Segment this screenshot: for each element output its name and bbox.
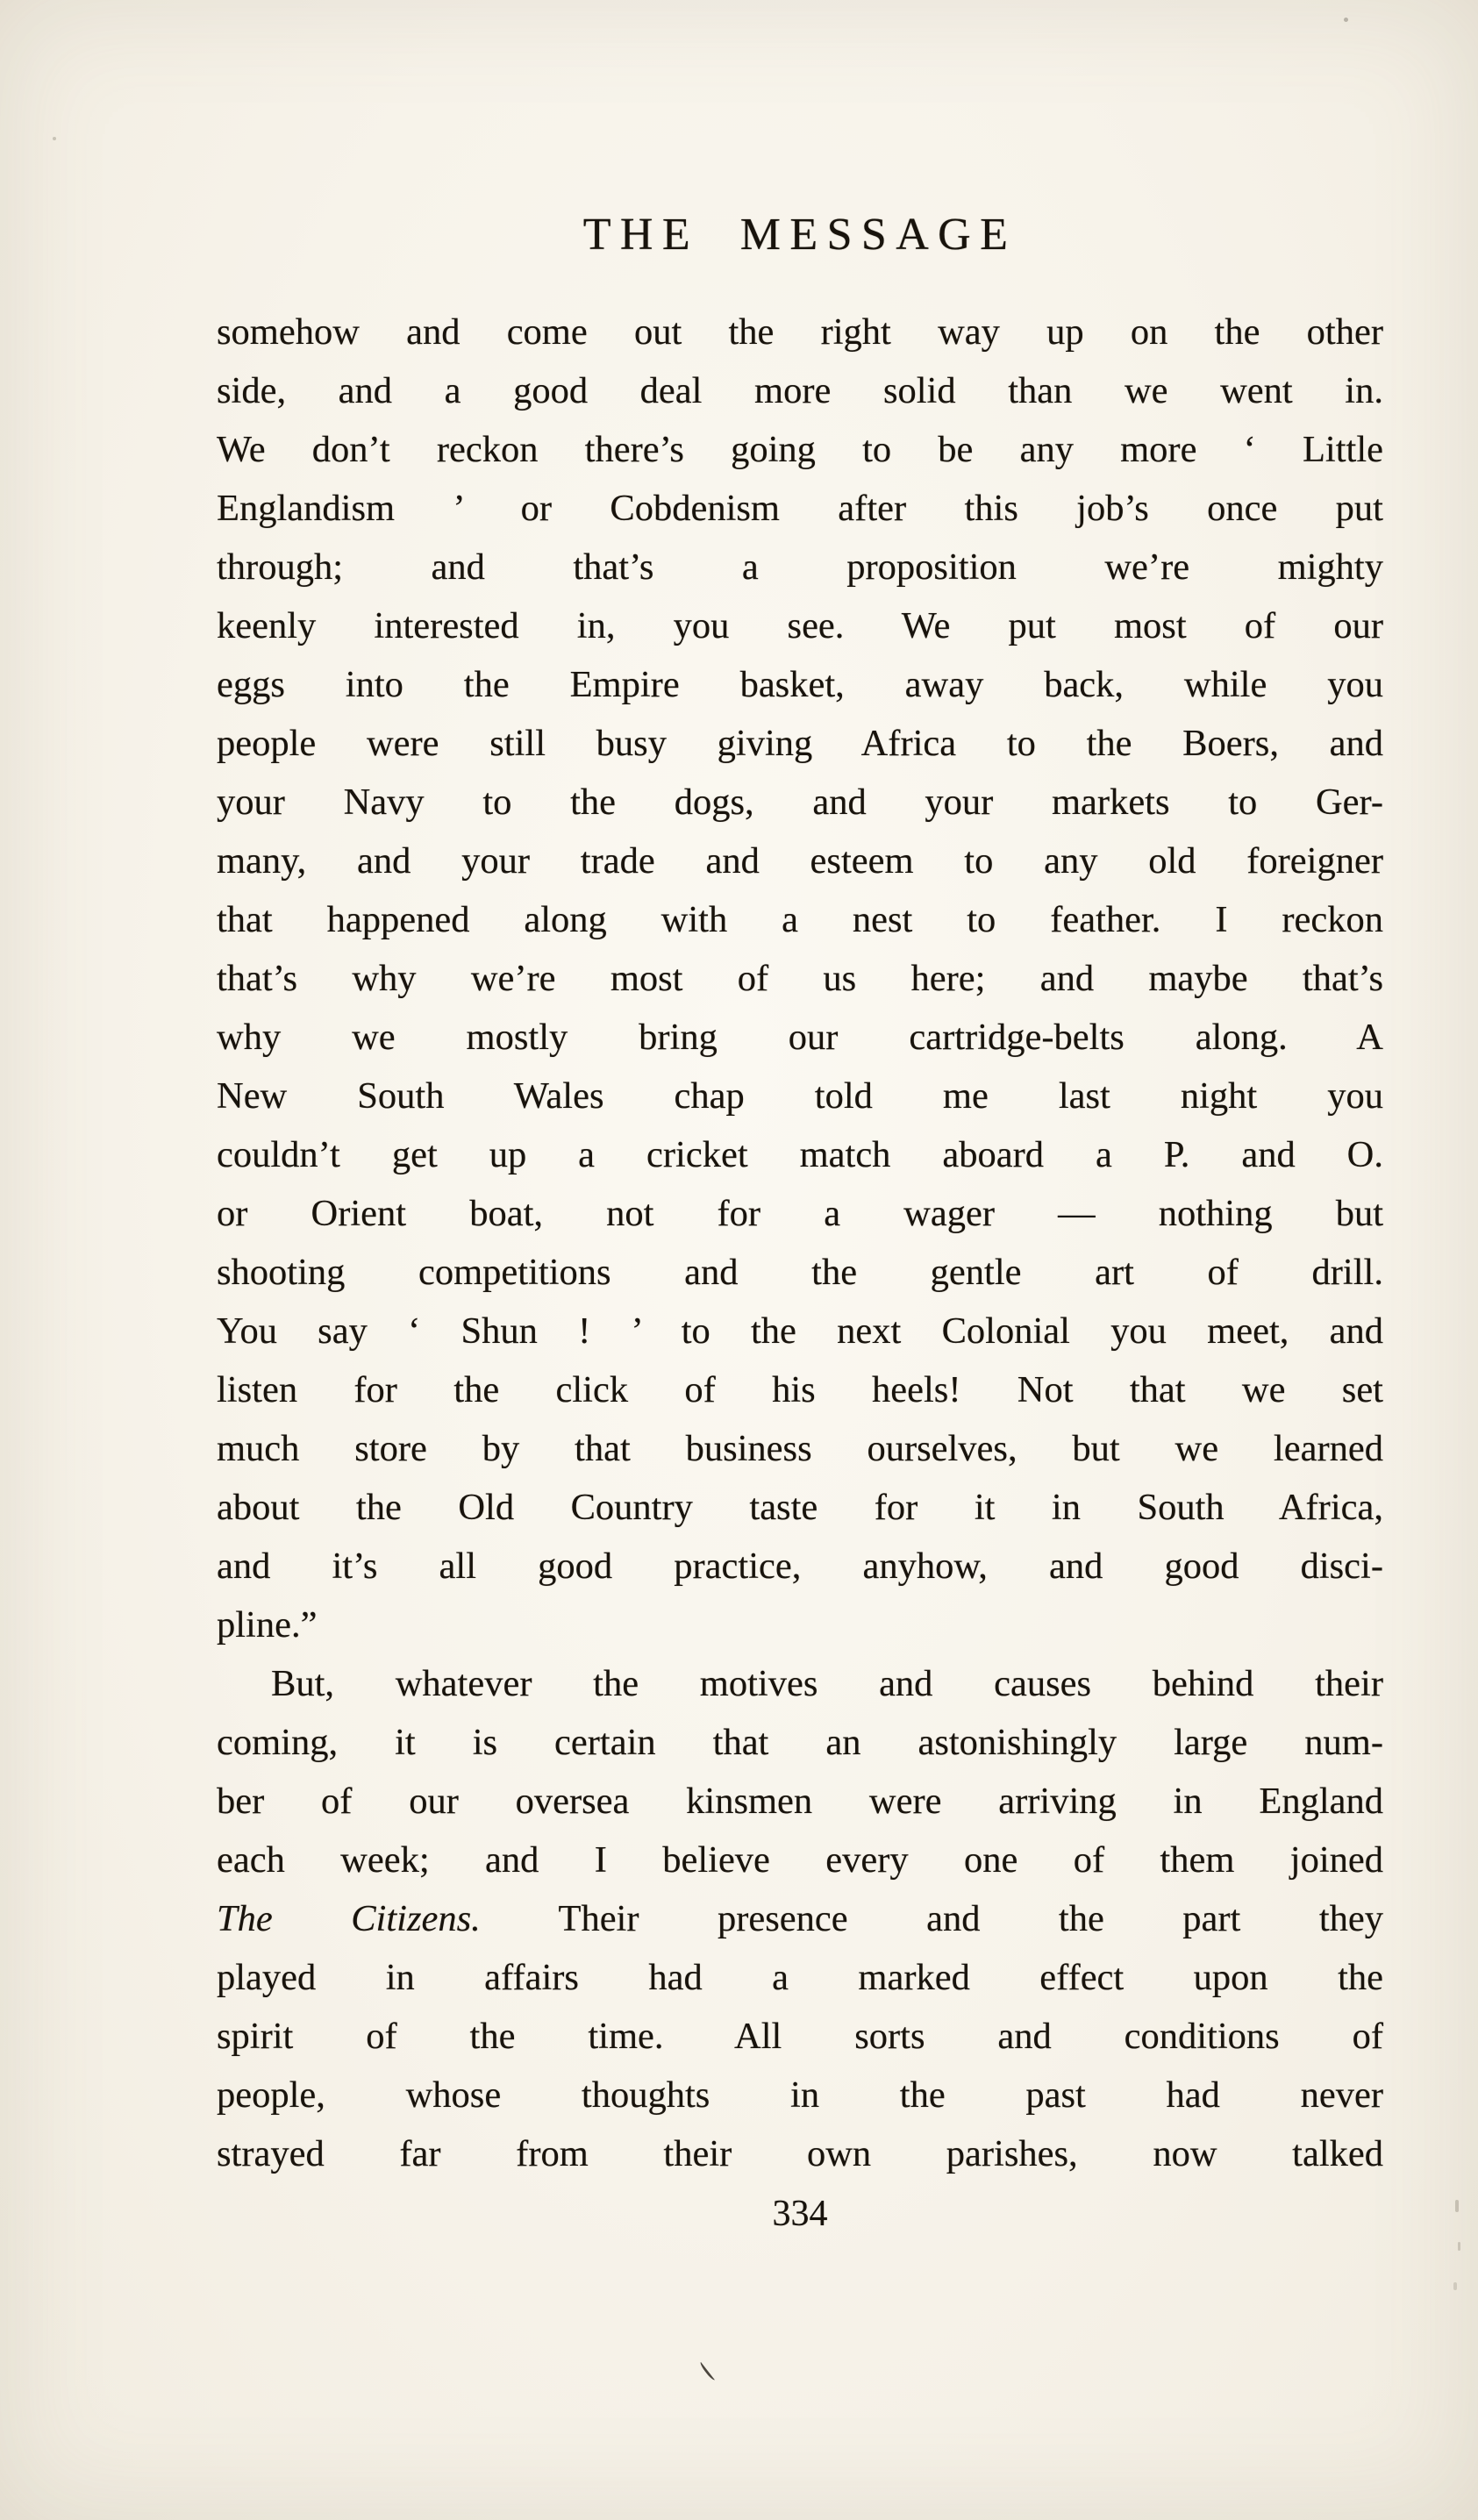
text-line: through; and that’s a proposition we’re mighty xyxy=(217,546,1383,588)
paragraph xyxy=(217,1654,1383,2183)
text-line xyxy=(217,1889,1383,1948)
text-line: But, whatever the motives and causes behind their xyxy=(271,1663,1383,1704)
scan-artifact-speck xyxy=(1458,2242,1460,2251)
italic-text-segment: The Citizens. xyxy=(217,1898,481,1939)
text-line: shooting competitions and the gentle art of drill. xyxy=(217,1252,1383,1293)
text-line: why we mostly bring our cartridge-belts along. A xyxy=(217,1017,1383,1058)
text-line: listen for the click of his heels! Not that we set xyxy=(217,1369,1383,1410)
text-line: spirit of the time. All sorts and conditions of xyxy=(217,2016,1383,2057)
text-line: much store by that business ourselves, but we learned xyxy=(217,1428,1383,1469)
text-line: eggs into the Empire basket, away back, while you xyxy=(217,664,1383,705)
text-line: couldn’t get up a cricket match aboard a P. and O. xyxy=(217,1134,1383,1175)
scan-artifact-stroke xyxy=(699,2360,718,2381)
text-line: side, and a good deal more solid than we went in. xyxy=(217,370,1383,411)
scan-artifact-speck xyxy=(53,137,56,140)
text-line: that’s why we’re most of us here; and maybe that’s xyxy=(217,958,1383,999)
text-line: many, and your trade and esteem to any old foreigner xyxy=(217,840,1383,882)
text-line: and it’s all good practice, anyhow, and good disci- xyxy=(217,1546,1383,1587)
page-number: 334 xyxy=(772,2194,828,2234)
text-block xyxy=(217,209,1383,2244)
text-line: coming, it is certain that an astonishingly large num- xyxy=(217,1722,1383,1763)
text-line: about the Old Country taste for it in South Africa, xyxy=(217,1487,1383,1528)
text-line: pline.” xyxy=(217,1604,318,1645)
text-line: people, whose thoughts in the past had never xyxy=(217,2074,1383,2116)
text-line: You say ‘ Shun ! ’ to the next Colonial you meet, and xyxy=(217,1310,1383,1352)
scan-artifact-speck xyxy=(1455,2200,1459,2212)
text-line: each week; and I believe every one of them joined xyxy=(217,1839,1383,1881)
text-line: ber of our oversea kinsmen were arriving in England xyxy=(217,1781,1383,1822)
text-line: We don’t reckon there’s going to be any more ‘ Little xyxy=(217,429,1383,470)
text-line: Englandism ’ or Cobdenism after this job’s once put xyxy=(217,488,1383,529)
paragraph xyxy=(217,303,1383,1654)
text-line: strayed far from their own parishes, now talked xyxy=(217,2133,1383,2174)
text-line: New South Wales chap told me last night you xyxy=(217,1075,1383,1117)
text-body xyxy=(217,303,1383,2183)
text-line: people were still busy giving Africa to the Boers, and xyxy=(217,723,1383,764)
text-line: your Navy to the dogs, and your markets to Ger- xyxy=(217,782,1383,823)
scan-artifact-speck xyxy=(1453,2282,1457,2290)
text-line: played in affairs had a marked effect upon the xyxy=(217,1957,1383,1998)
text-line: somehow and come out the right way up on the other xyxy=(217,311,1383,353)
page-title: THE MESSAGE xyxy=(582,210,1017,260)
text-line: keenly interested in, you see. We put most of our xyxy=(217,605,1383,646)
text-line: or Orient boat, not for a wager — nothing but xyxy=(217,1193,1383,1234)
scan-artifact-speck xyxy=(1344,18,1348,22)
text-line: that happened along with a nest to feather. I reckon xyxy=(217,899,1383,940)
text-segment: Their presence and the part they xyxy=(480,1898,1383,1939)
